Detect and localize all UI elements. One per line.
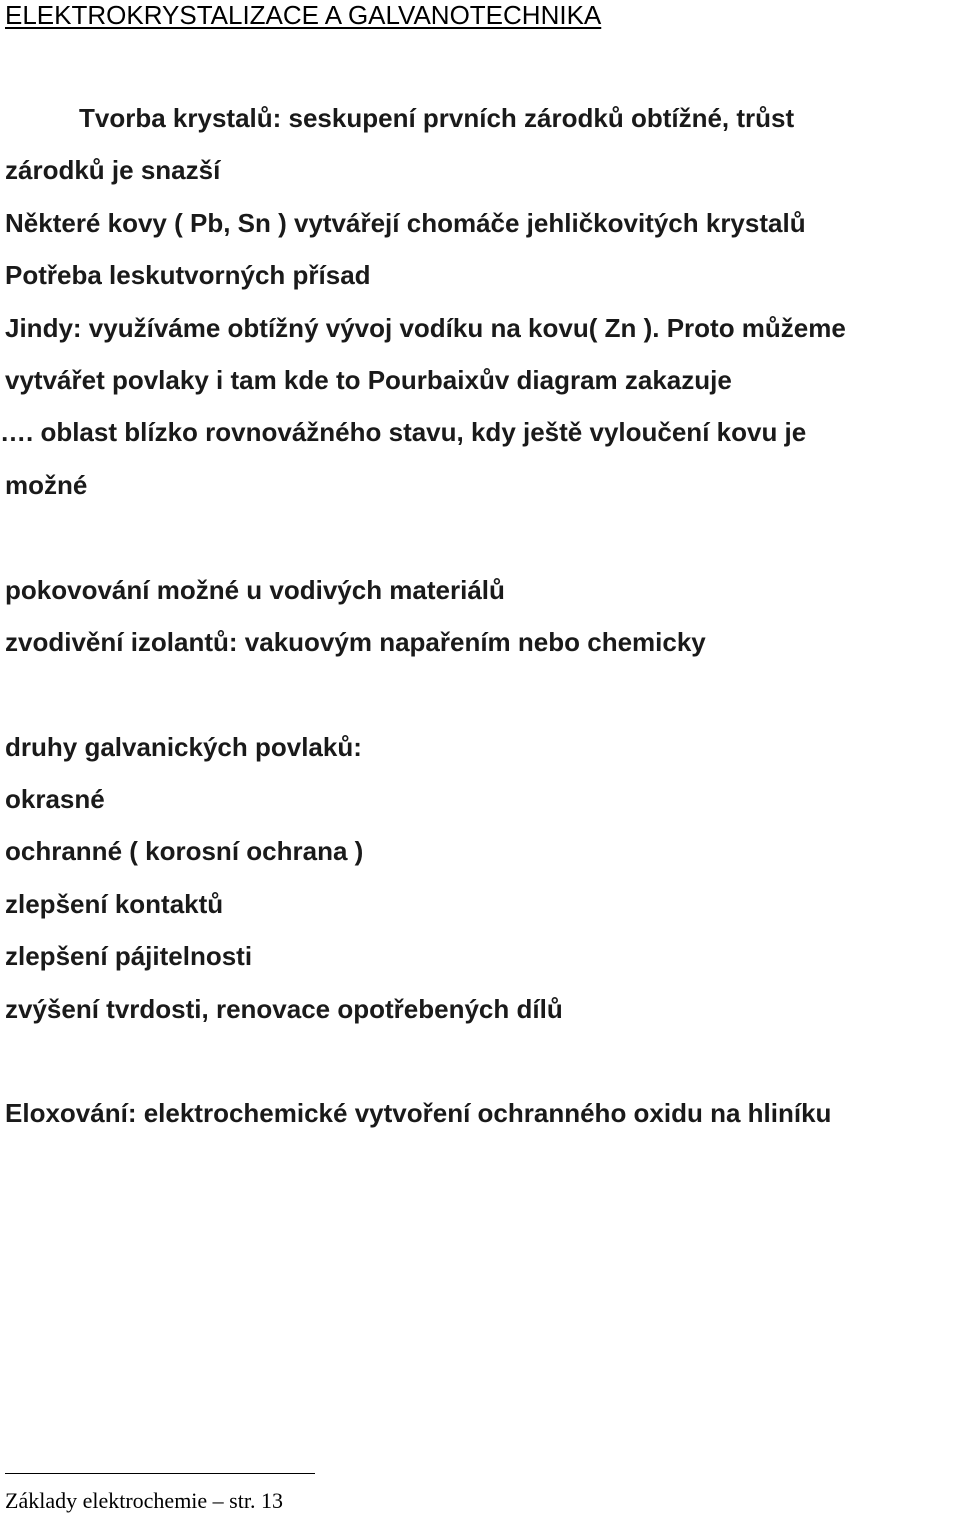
paragraph-line: …. oblast blízko rovnovážného stavu, kdy ještě vyloučení kovu je — [0, 417, 807, 448]
list-heading: druhy galvanických povlaků: — [5, 731, 362, 762]
blank-line — [5, 668, 955, 720]
list-item: okrasné — [5, 784, 105, 815]
paragraph-line: Jindy: využíváme obtížný vývoj vodíku na kovu( Zn ). Proto můžeme — [5, 312, 846, 343]
footer-divider — [5, 1473, 315, 1474]
paragraph-line: vytvářet povlaky i tam kde to Pourbaixův diagram zakazuje — [5, 364, 732, 395]
paragraph-line: zvodivění izolantů: vakuovým napařením nebo chemicky — [5, 626, 706, 657]
list-item: zlepšení kontaktů — [5, 888, 224, 919]
paragraph-line: Tvorba krystalů: seskupení prvních zárodků obtížné, trůst — [79, 103, 795, 133]
page-heading: ELEKTROKRYSTALIZACE A GALVANOTECHNIKA — [5, 0, 602, 30]
paragraph-line: pokovování možné u vodivých materiálů — [5, 574, 505, 605]
list-item: zlepšení pájitelnosti — [5, 941, 253, 972]
body-text — [0, 92, 955, 1140]
blank-line — [5, 1035, 955, 1087]
paragraph-line: Eloxování: elektrochemické vytvoření ochranného oxidu na hliníku — [5, 1098, 832, 1129]
list-item: zvýšení tvrdosti, renovace opotřebených dílů — [5, 993, 563, 1024]
paragraph-line: Potřeba leskutvorných přísad — [5, 260, 371, 291]
page-footer: Základy elektrochemie – str. 13 — [5, 1488, 283, 1513]
paragraph-line: možné — [5, 469, 88, 500]
list-item: ochranné ( korosní ochrana ) — [5, 836, 364, 867]
paragraph-line: Některé kovy ( Pb, Sn ) vytvářejí chomáče jehličkovitých krystalů — [5, 207, 806, 238]
blank-line — [5, 511, 955, 563]
paragraph-line: zárodků je snazší — [5, 155, 221, 186]
